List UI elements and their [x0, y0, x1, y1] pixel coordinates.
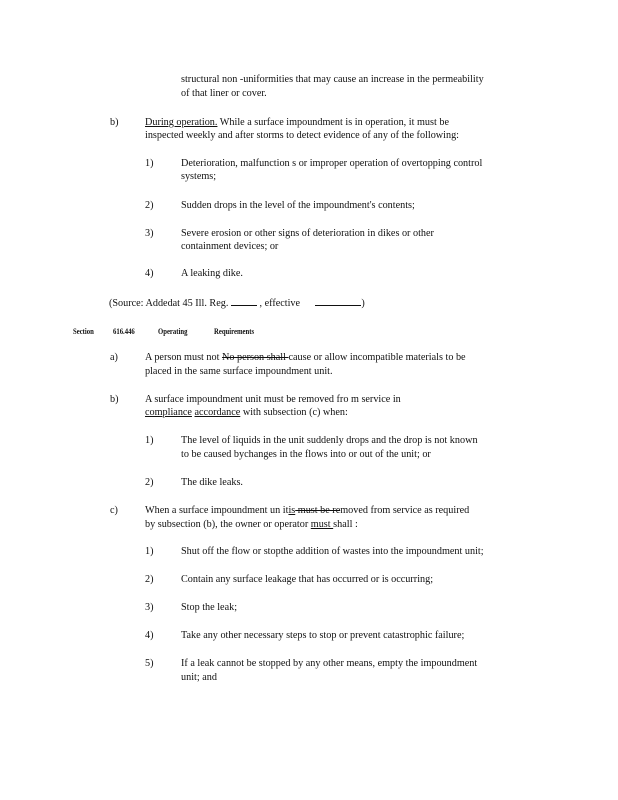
- item-c2-sub5-line-2: unit; and: [181, 672, 217, 683]
- item-c2-sub1-line-1: Shut off the flow or stopthe addition of wastes into the impoundment unit;: [181, 546, 484, 557]
- item-b-sub3-marker: 3): [145, 228, 154, 239]
- item-c2-sub1-marker: 1): [145, 546, 154, 557]
- item-c2-sub2-line-1: Contain any surface leakage that has occurred or is occurring;: [181, 574, 434, 585]
- item-b2-sub2-marker: 2): [145, 477, 154, 488]
- item-c2-line-2: [145, 519, 358, 532]
- item-c2-sub2-marker: 2): [145, 574, 154, 585]
- item-a2-struck: No person shall: [221, 352, 289, 363]
- item-b2-sub1-line-1: The level of liquids in the unit suddenly drops and the drop is not known: [181, 435, 478, 446]
- item-b2-sub1-marker: 1): [145, 435, 154, 446]
- item-b-marker: b): [110, 117, 119, 128]
- item-b2-line-1: A surface impoundment unit must be removed fro m service in: [145, 394, 401, 405]
- item-c2-line-2-pre: by subsection (b), the owner or operator: [145, 519, 311, 530]
- item-b2-line-2: [145, 407, 348, 420]
- intro-line-2: of that liner or cover.: [181, 88, 267, 99]
- item-b-line-1: [145, 117, 449, 130]
- item-a2-post: cause or allow incompatible materials to be: [288, 352, 466, 363]
- item-c2-sub3-line-1: Stop the leak;: [181, 602, 238, 613]
- item-c2-marker: c): [110, 505, 118, 516]
- item-c2-post: moved from service as required: [340, 505, 470, 516]
- item-c2-sub4-line-1: Take any other necessary steps to stop or prevent catastrophic failure;: [181, 630, 465, 641]
- item-b-sub1-line-1: Deterioration, malfunction s or improper operation of overtopping control: [181, 158, 483, 169]
- source-note: [109, 296, 365, 311]
- section-number: 616.446: [113, 326, 135, 336]
- item-b-sub2-marker: 2): [145, 200, 154, 211]
- source-effective-blank: [315, 296, 361, 306]
- item-b2-sub1-line-2: to be caused bychanges in the flows into or out of the unit; or: [181, 449, 431, 460]
- item-b-sub1-line-2: systems;: [181, 171, 217, 182]
- item-b2-marker: b): [110, 394, 119, 405]
- item-b2-underlined: compliance: [145, 407, 192, 418]
- item-a2-line-1: [145, 352, 466, 365]
- item-c2-line-1: [145, 505, 469, 518]
- item-b-sub4-line-1: A leaking dike.: [181, 268, 243, 279]
- section-title-word-1: Operating: [158, 326, 188, 336]
- item-c2-line-2-inserted: must: [310, 519, 334, 530]
- item-c2-sub5-line-1: If a leak cannot be stopped by any other means, empty the impoundment: [181, 658, 478, 669]
- source-volume-blank: [231, 296, 257, 306]
- item-a2-line-2: placed in the same surface impoundment unit.: [145, 366, 333, 377]
- item-c2-sub3-marker: 3): [145, 602, 154, 613]
- item-b-sub4-marker: 4): [145, 268, 154, 279]
- item-c2-struck: must be re: [295, 505, 341, 516]
- item-c2-inserted: is: [288, 505, 296, 516]
- item-c2-pre: When a surface impoundment un it: [145, 505, 289, 516]
- item-c2-sub4-marker: 4): [145, 630, 154, 641]
- item-b2-replaced: accordance: [194, 407, 241, 418]
- item-b2-line-2-rest: with subsection (c) when:: [240, 407, 348, 418]
- source-note-lead: (Source: Addedat 45 Ill. Reg.: [109, 298, 229, 309]
- item-b-sub3-line-2: containment devices; or: [181, 241, 279, 252]
- item-b-lead: During operation.: [145, 117, 218, 128]
- item-b-line-2: inspected weekly and after storms to detect evidence of any of the following:: [145, 130, 460, 141]
- item-c2-line-2-post: shall :: [333, 519, 358, 530]
- intro-line-1: structural non -uniformities that may cause an increase in the permeability: [181, 74, 484, 85]
- item-b-line-1-rest: While a surface impoundment is in operation, it must be: [217, 117, 449, 128]
- item-b-sub2-line-1: Sudden drops in the level of the impoundment's contents;: [181, 200, 415, 211]
- item-b-sub3-line-1: Severe erosion or other signs of deterioration in dikes or other: [181, 228, 434, 239]
- item-a2-pre: A person must not: [145, 352, 222, 363]
- item-b2-sub2-line-1: The dike leaks.: [181, 477, 243, 488]
- source-note-tail: ): [361, 298, 365, 309]
- item-b-sub1-marker: 1): [145, 158, 154, 169]
- section-title-word-2: Requirements: [214, 326, 255, 336]
- source-note-mid: , effective: [256, 298, 301, 309]
- section-label: Section: [73, 326, 94, 336]
- item-a2-marker: a): [110, 352, 118, 363]
- item-c2-sub5-marker: 5): [145, 658, 154, 669]
